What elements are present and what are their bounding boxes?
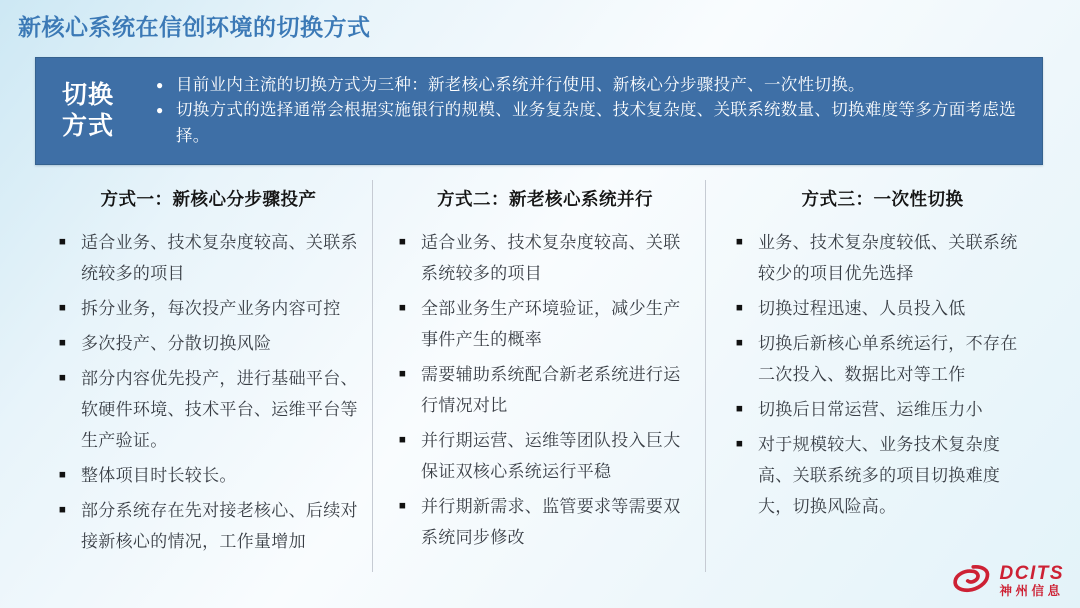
column-method-2 [372,180,705,572]
banner-bullet-item [156,98,1016,149]
list-item-text: 切换后新核心单系统运行，不存在二次投入、数据比对等工作 [758,334,1018,384]
list-item [59,227,358,289]
square-bullet-icon: ■ [59,469,66,481]
list-item-text: 适合业务、技术复杂度较高、关联系统较多的项目 [421,233,681,283]
banner-bullet-item [156,73,1016,99]
list-item [736,293,1029,324]
list-item-text: 部分系统存在先对接老核心、后续对接新核心的情况，工作量增加 [81,501,358,551]
list-item-text: 并行期运营、运维等团队投入巨大保证双核心系统运行平稳 [421,431,681,481]
logo-text [1000,564,1065,599]
square-bullet-icon: ■ [736,302,743,314]
dcits-logo [949,563,1065,600]
list-item-text: 需要辅助系统配合新老系统进行运行情况对比 [421,365,681,415]
square-bullet-icon: ■ [59,302,66,314]
square-bullet-icon: ■ [736,403,743,415]
square-bullet-icon: ■ [399,302,406,314]
column-point-list [736,227,1029,522]
square-bullet-icon: ■ [59,337,66,349]
square-bullet-icon: ■ [736,438,743,450]
list-item-text: 多次投产、分散切换风险 [81,334,272,353]
list-item-text: 部分内容优先投产，进行基础平台、软硬件环境、技术平台、运维平台等生产验证。 [81,369,358,450]
column-point-list [59,227,358,557]
column-header: 方式二：新老核心系统并行 [437,189,653,209]
square-bullet-icon: ■ [59,504,66,516]
banner-bullet-text: 目前业内主流的切换方式为三种：新老核心系统并行使用、新核心分步骤投产、一次性切换。 [176,75,865,94]
square-bullet-icon: ■ [399,500,406,512]
list-item [399,227,691,289]
method-columns [35,180,1043,572]
list-item [736,394,1029,425]
list-item [59,495,358,557]
list-item [399,293,691,355]
list-item [399,359,691,421]
square-bullet-icon: ■ [736,236,743,248]
list-item-text: 适合业务、技术复杂度较高、关联系统较多的项目 [81,233,358,283]
banner-bullet-text: 切换方式的选择通常会根据实施银行的规模、业务复杂度、技术复杂度、关联系统数量、切换难度等多方面考虑选择。 [176,101,1016,145]
list-item [736,328,1029,390]
square-bullet-icon: ■ [399,236,406,248]
column-header: 方式一：新核心分步骤投产 [100,189,317,209]
square-bullet-icon: ■ [736,337,743,349]
page-title: 新核心系统在信创环境的切换方式 [18,14,371,40]
list-item-text: 业务、技术复杂度较低、关联系统较少的项目优先选择 [758,233,1018,283]
switch-method-banner [35,57,1043,165]
list-item-text: 全部业务生产环境验证，减少生产事件产生的概率 [421,299,681,349]
banner-label [36,80,148,142]
square-bullet-icon: ■ [59,236,66,248]
column-method-3 [705,180,1043,572]
list-item-text: 并行期新需求、监管要求等需要双系统同步修改 [421,497,681,547]
column-header: 方式三：一次性切换 [801,189,964,209]
list-item [736,429,1029,522]
dot-bullet-icon: ● [156,77,164,92]
list-item [59,293,358,324]
list-item [736,227,1029,289]
banner-label-line2: 方式 [62,112,115,140]
logo-brand: DCITS [999,563,1064,584]
logo-company: 神州信息 [999,584,1064,598]
list-item [59,328,358,359]
column-method-1 [35,180,372,572]
list-item-text: 整体项目时长较长。 [81,466,237,485]
list-item [59,363,358,456]
list-item [399,425,691,487]
list-item-text: 对于规模较大、业务技术复杂度高、关联系统多的项目切换难度大，切换风险高。 [758,435,1001,516]
column-point-list [399,227,691,553]
square-bullet-icon: ■ [399,368,406,380]
list-item-text: 切换过程迅速、人员投入低 [758,299,966,318]
list-item [59,460,358,491]
list-item-text: 切换后日常运营、运维压力小 [758,400,983,419]
square-bullet-icon: ■ [399,434,406,446]
dot-bullet-icon: ● [156,103,164,118]
list-item-text: 拆分业务，每次投产业务内容可控 [81,299,341,318]
banner-bullet-list [148,67,1042,156]
dcits-swirl-icon [949,563,993,600]
banner-label-line1: 切换 [62,81,115,109]
square-bullet-icon: ■ [59,372,66,384]
list-item [399,491,691,553]
